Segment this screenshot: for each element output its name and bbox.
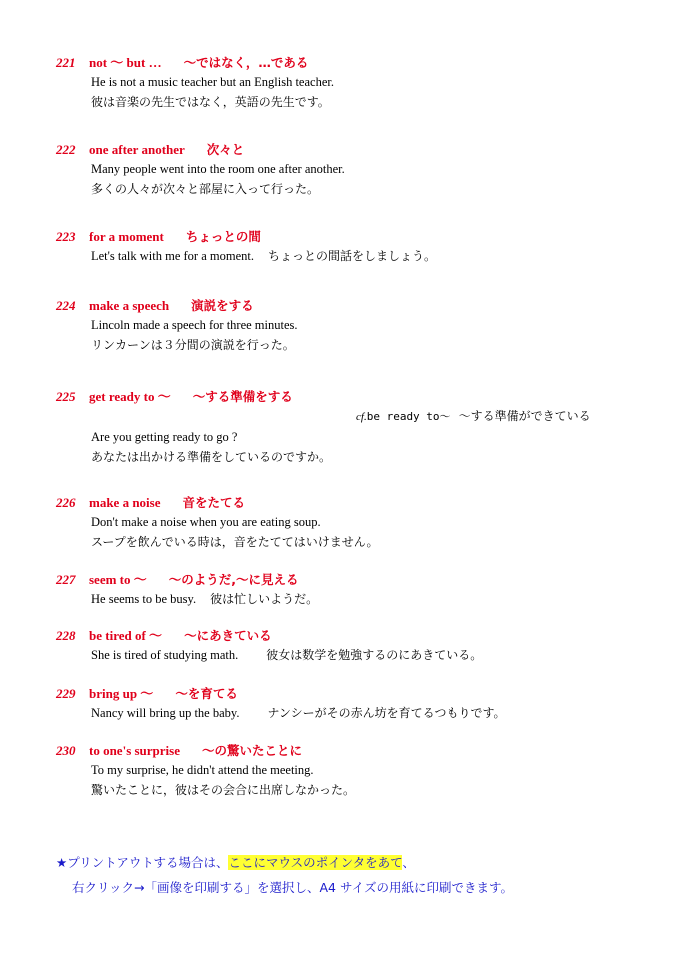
cf-english: be ready to〜 (366, 410, 451, 423)
entry-meaning: 〜を育てる (175, 686, 238, 701)
entry-number: 222 (56, 142, 76, 157)
entry-meaning: 次々と (206, 142, 245, 157)
example-japanese: 彼は忙しいようだ。 (210, 592, 319, 606)
entry-heading (56, 297, 656, 315)
example-japanese: リンカーンは３分間の演説を行った。 (91, 338, 295, 352)
entry-meaning: 音をたてる (182, 495, 246, 510)
example-japanese: ナンシーがその赤ん坊を育てるつもりです。 (267, 706, 506, 720)
entry-phrase: seem to 〜 (89, 572, 147, 587)
entry-phrase: one after another (89, 142, 185, 157)
entry-number: 229 (56, 686, 76, 701)
entry-meaning: 〜にあきている (184, 628, 272, 643)
entry-phrase: be tired of 〜 (89, 628, 163, 643)
print-instructions (56, 850, 513, 900)
entry-heading (56, 494, 656, 512)
example-english: Let's talk with me for a moment. (91, 249, 254, 263)
cf-japanese: 〜する準備ができている (458, 409, 591, 423)
entry-number: 224 (56, 298, 76, 313)
example-japanese: スープを飲んでいる時は，音をたててはいけません。 (91, 535, 379, 549)
print-instructions-lead: プリントアウトする場合は、 (67, 855, 229, 870)
example-japanese: あなたは出かける準備をしているのですか。 (91, 450, 332, 464)
print-instructions-line1 (56, 850, 513, 875)
example-english: Are you getting ready to go ? (91, 430, 238, 444)
entry-227 (56, 571, 656, 609)
entry-meaning: ちょっとの間 (185, 229, 261, 244)
example-japanese: 彼女は数学を勉強するのにあきている。 (266, 648, 483, 662)
example-japanese: ちょっとの間話をしましょう。 (267, 249, 436, 263)
entry-228 (56, 627, 656, 665)
entry-heading (56, 627, 656, 645)
example-line (91, 246, 656, 266)
entry-phrase: make a noise (89, 495, 161, 510)
example-english: He is not a music teacher but an English teacher. (91, 75, 334, 89)
entry-meaning: 〜のようだ,〜に見える (168, 572, 299, 587)
example-line (91, 589, 656, 609)
example-english: To my surprise, he didn't attend the meeting. (91, 763, 314, 777)
entry-meaning: 〜ではなく，…である (183, 55, 309, 70)
example-english: He seems to be busy. (91, 592, 197, 606)
entry-230 (56, 742, 656, 800)
entry-number: 223 (56, 229, 76, 244)
cf-label: cf. (356, 411, 367, 423)
entry-phrase: not 〜 but … (89, 55, 162, 70)
entry-number: 221 (56, 55, 76, 70)
entry-number: 226 (56, 495, 76, 510)
entry-heading (56, 742, 656, 760)
example-english: Many people went into the room one after another. (91, 162, 345, 176)
example-line (91, 645, 656, 665)
entry-phrase: bring up 〜 (89, 686, 154, 701)
entry-phrase: make a speech (89, 298, 170, 313)
entry-heading (56, 388, 656, 406)
entry-phrase: for a moment (89, 229, 164, 244)
example-english: Lincoln made a speech for three minutes. (91, 318, 298, 332)
entry-number: 225 (56, 389, 76, 404)
entry-meaning: 〜する準備をする (192, 389, 293, 404)
entry-223 (56, 228, 656, 266)
entry-heading (56, 141, 656, 159)
entry-heading (56, 54, 656, 72)
entry-phrase: get ready to 〜 (89, 389, 171, 404)
example-english: She is tired of studying math. (91, 648, 239, 662)
entry-phrase: to one's surprise (89, 743, 180, 758)
entry-number: 230 (56, 743, 76, 758)
entry-meaning: 演説をする (191, 298, 254, 313)
example-japanese: 彼は音楽の先生ではなく，英語の先生です。 (91, 95, 330, 109)
example-japanese: 驚いたことに，彼はその会合に出席しなかった。 (91, 783, 356, 797)
entry-meaning: 〜の驚いたことに (202, 743, 303, 758)
star-icon: ★ (56, 855, 68, 870)
entry-heading (56, 228, 656, 246)
entry-224 (56, 297, 656, 355)
print-instructions-comma: 、 (402, 855, 415, 870)
entry-225 (56, 388, 656, 467)
entry-226 (56, 494, 656, 552)
example-english: Don't make a noise when you are eating soup. (91, 515, 321, 529)
cf-note (356, 406, 656, 427)
entry-number: 228 (56, 628, 76, 643)
entry-number: 227 (56, 572, 76, 587)
entry-221 (56, 54, 656, 112)
entry-229 (56, 685, 656, 723)
print-instructions-line2: 右クリック→「画像を印刷する」を選択し、A4 サイズの用紙に印刷できます。 (72, 880, 513, 895)
example-line (91, 703, 656, 723)
example-english: Nancy will bring up the baby. (91, 706, 240, 720)
print-hover-target[interactable]: ここにマウスのポインタをあて (228, 855, 403, 870)
entry-heading (56, 571, 656, 589)
example-japanese: 多くの人々が次々と部屋に入って行った。 (91, 182, 320, 196)
entry-heading (56, 685, 656, 703)
entry-222 (56, 141, 656, 199)
